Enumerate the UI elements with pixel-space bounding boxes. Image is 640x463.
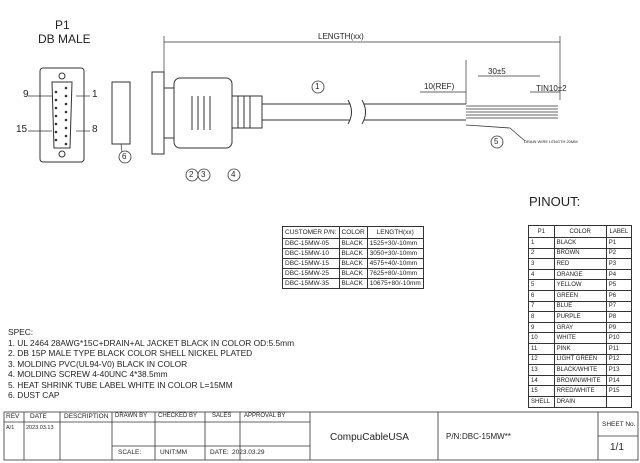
table-row bbox=[529, 238, 632, 249]
cell: P7 bbox=[606, 301, 631, 312]
pin-label-8: 8 bbox=[92, 124, 98, 135]
rev-label: REV bbox=[6, 413, 20, 420]
table-row bbox=[529, 396, 632, 407]
cell: 9 bbox=[529, 322, 555, 333]
pin-header-p1: P1 bbox=[529, 226, 555, 238]
spec-line: 4. MOLDING SCREW 4-40UNC 4*38.5mm bbox=[8, 369, 168, 379]
pn-label: P/N: bbox=[446, 432, 462, 441]
date2-value: 2023.03.29 bbox=[232, 449, 265, 456]
table-row bbox=[529, 269, 632, 280]
cell: P9 bbox=[606, 322, 631, 333]
table-row bbox=[283, 269, 424, 279]
table-row bbox=[529, 301, 632, 312]
cell: DRAIN bbox=[554, 396, 606, 407]
customer-header-pn: CUSTOMER P/N: bbox=[283, 227, 340, 239]
callout-2: 2 bbox=[189, 170, 194, 179]
customer-table bbox=[282, 226, 424, 289]
cell: BLACK bbox=[339, 259, 367, 269]
cell: BLUE bbox=[554, 301, 606, 312]
length-dimension: LENGTH(xx) bbox=[318, 32, 364, 41]
spec-line: 2. DB 15P MALE TYPE BLACK COLOR SHELL NICKEL PLATED bbox=[8, 348, 253, 358]
spec-heading: SPEC: bbox=[8, 327, 34, 337]
cell: 5 bbox=[529, 280, 555, 291]
connector-title: P1 bbox=[55, 18, 70, 32]
cell: 2 bbox=[529, 248, 555, 259]
cell: P6 bbox=[606, 290, 631, 301]
table-row bbox=[529, 386, 632, 397]
cell: 12 bbox=[529, 354, 555, 365]
cell: 1 bbox=[529, 238, 555, 249]
db15-pins bbox=[55, 87, 68, 146]
cell bbox=[606, 396, 631, 407]
connector-side-view bbox=[152, 72, 466, 154]
spec-block bbox=[8, 327, 294, 401]
approval-label: APPROVAL BY bbox=[244, 413, 286, 419]
table-row bbox=[529, 322, 632, 333]
table-row bbox=[529, 343, 632, 354]
pinout-title: PINOUT: bbox=[529, 194, 581, 209]
pn-value: DBC-15MW** bbox=[462, 432, 511, 441]
cell: PURPLE bbox=[554, 312, 606, 323]
cell: GRAY bbox=[554, 322, 606, 333]
spec-line: 6. DUST CAP bbox=[8, 390, 60, 400]
rev-value: A/1 bbox=[6, 425, 15, 431]
strip-dimension: 30±5 bbox=[488, 67, 506, 76]
cell: 4575+40/-10mm bbox=[367, 259, 423, 269]
cell: DBC-15MW-10 bbox=[283, 249, 340, 259]
table-row bbox=[283, 249, 424, 259]
scale-label: SCALE: bbox=[118, 449, 142, 456]
customer-header-color: COLOR bbox=[339, 227, 367, 239]
cell: 6 bbox=[529, 290, 555, 301]
pin-label-1: 1 bbox=[92, 89, 98, 100]
checked-by-label: CHECKED BY bbox=[158, 413, 198, 419]
table-row bbox=[529, 375, 632, 386]
cell: P5 bbox=[606, 280, 631, 291]
cell: BROWN/WHITE bbox=[554, 375, 606, 386]
cell: P8 bbox=[606, 312, 631, 323]
cell: WHITE bbox=[554, 333, 606, 344]
customer-header-length: LENGTH(xx) bbox=[367, 227, 423, 239]
db15-face bbox=[40, 68, 84, 162]
cell: P11 bbox=[606, 343, 631, 354]
cell: BROWN bbox=[554, 248, 606, 259]
sales-label: SALES bbox=[212, 413, 232, 419]
cell: BLACK bbox=[339, 239, 367, 249]
cell: 4 bbox=[529, 269, 555, 280]
cell: 3 bbox=[529, 259, 555, 270]
table-row bbox=[529, 312, 632, 323]
table-row bbox=[283, 239, 424, 249]
cell: LIGHT GREEN bbox=[554, 354, 606, 365]
cell: 3050+30/-10mm bbox=[367, 249, 423, 259]
cell: RED bbox=[554, 259, 606, 270]
cell: BLACK/WHITE bbox=[554, 365, 606, 376]
cell: 14 bbox=[529, 375, 555, 386]
pinout-table bbox=[528, 225, 632, 408]
cell: 10675+80/-10mm bbox=[367, 279, 423, 289]
table-row bbox=[529, 280, 632, 291]
cell: P2 bbox=[606, 248, 631, 259]
callout-6: 6 bbox=[122, 152, 127, 161]
cell: ORANGE bbox=[554, 269, 606, 280]
cell: PINK bbox=[554, 343, 606, 354]
drawn-by-label: DRAWN BY bbox=[115, 413, 148, 419]
date-value: 2023.03.13 bbox=[26, 425, 54, 431]
table-row bbox=[529, 333, 632, 344]
cell: GREEN bbox=[554, 290, 606, 301]
drain-wire-note: DRAIN WIRE LENGTH 20MM bbox=[524, 139, 578, 144]
cell: P10 bbox=[606, 333, 631, 344]
cell: 1525+30/-10mm bbox=[367, 239, 423, 249]
cell: DBC-15MW-05 bbox=[283, 239, 340, 249]
tin-dimension: TIN10±2 bbox=[536, 84, 567, 93]
cell: YELLOW bbox=[554, 280, 606, 291]
unit-label: UNIT:MM bbox=[160, 449, 188, 456]
cell: SHELL bbox=[529, 396, 555, 407]
cell: 7 bbox=[529, 301, 555, 312]
date-label: DATE bbox=[30, 413, 47, 420]
table-row bbox=[529, 248, 632, 259]
cell: RRED/WHITE bbox=[554, 386, 606, 397]
cell: BLACK bbox=[339, 269, 367, 279]
cell: P13 bbox=[606, 365, 631, 376]
pin-header-color: COLOR bbox=[554, 226, 606, 238]
cell: BLACK bbox=[339, 249, 367, 259]
cell: BLACK bbox=[339, 279, 367, 289]
sheet-label: SHEET No. bbox=[602, 421, 636, 428]
table-row bbox=[529, 290, 632, 301]
table-row bbox=[529, 354, 632, 365]
cell: DBC-15MW-15 bbox=[283, 259, 340, 269]
sheet-value: 1/1 bbox=[610, 442, 624, 453]
cell: 11 bbox=[529, 343, 555, 354]
callout-5: 5 bbox=[494, 137, 499, 146]
company-logo: CompuCableUSA bbox=[330, 432, 409, 443]
cell: P14 bbox=[606, 375, 631, 386]
cell: P1 bbox=[606, 238, 631, 249]
cell: DBC-15MW-35 bbox=[283, 279, 340, 289]
cell: P3 bbox=[606, 259, 631, 270]
cell: P4 bbox=[606, 269, 631, 280]
cell: 10 bbox=[529, 333, 555, 344]
pin-header-label: LABEL bbox=[606, 226, 631, 238]
ref-dimension: 10(REF) bbox=[424, 82, 455, 91]
table-row bbox=[529, 365, 632, 376]
cell: P12 bbox=[606, 354, 631, 365]
description-label: DESCRIPTION bbox=[64, 413, 109, 420]
callout-3: 3 bbox=[201, 170, 206, 179]
cell: P15 bbox=[606, 386, 631, 397]
dust-cap bbox=[112, 82, 130, 144]
date2-label: DATE: bbox=[210, 449, 229, 456]
spec-line: 5. HEAT SHRINK TUBE LABEL WHITE IN COLOR L=15MM bbox=[8, 379, 233, 390]
table-row bbox=[283, 279, 424, 289]
table-row bbox=[529, 259, 632, 270]
spec-line: 1. UL 2464 28AWG*15C+DRAIN+AL JACKET BLACK IN COLOR OD:5.5mm bbox=[8, 337, 295, 348]
cell: 15 bbox=[529, 386, 555, 397]
callout-4: 4 bbox=[231, 170, 236, 179]
pin-label-15: 15 bbox=[16, 124, 28, 135]
cell: DBC-15MW-25 bbox=[283, 269, 340, 279]
pin-label-9: 9 bbox=[23, 89, 29, 100]
cell: 8 bbox=[529, 312, 555, 323]
wire-ends bbox=[466, 106, 558, 141]
table-row bbox=[283, 259, 424, 269]
cell: 7625+80/-10mm bbox=[367, 269, 423, 279]
spec-line: 3. MOLDING PVC(UL94-V0) BLACK IN COLOR bbox=[8, 358, 188, 369]
callout-1: 1 bbox=[315, 82, 320, 91]
cell: BLACK bbox=[554, 238, 606, 249]
connector-subtitle: DB MALE bbox=[38, 32, 91, 46]
cell: 13 bbox=[529, 365, 555, 376]
